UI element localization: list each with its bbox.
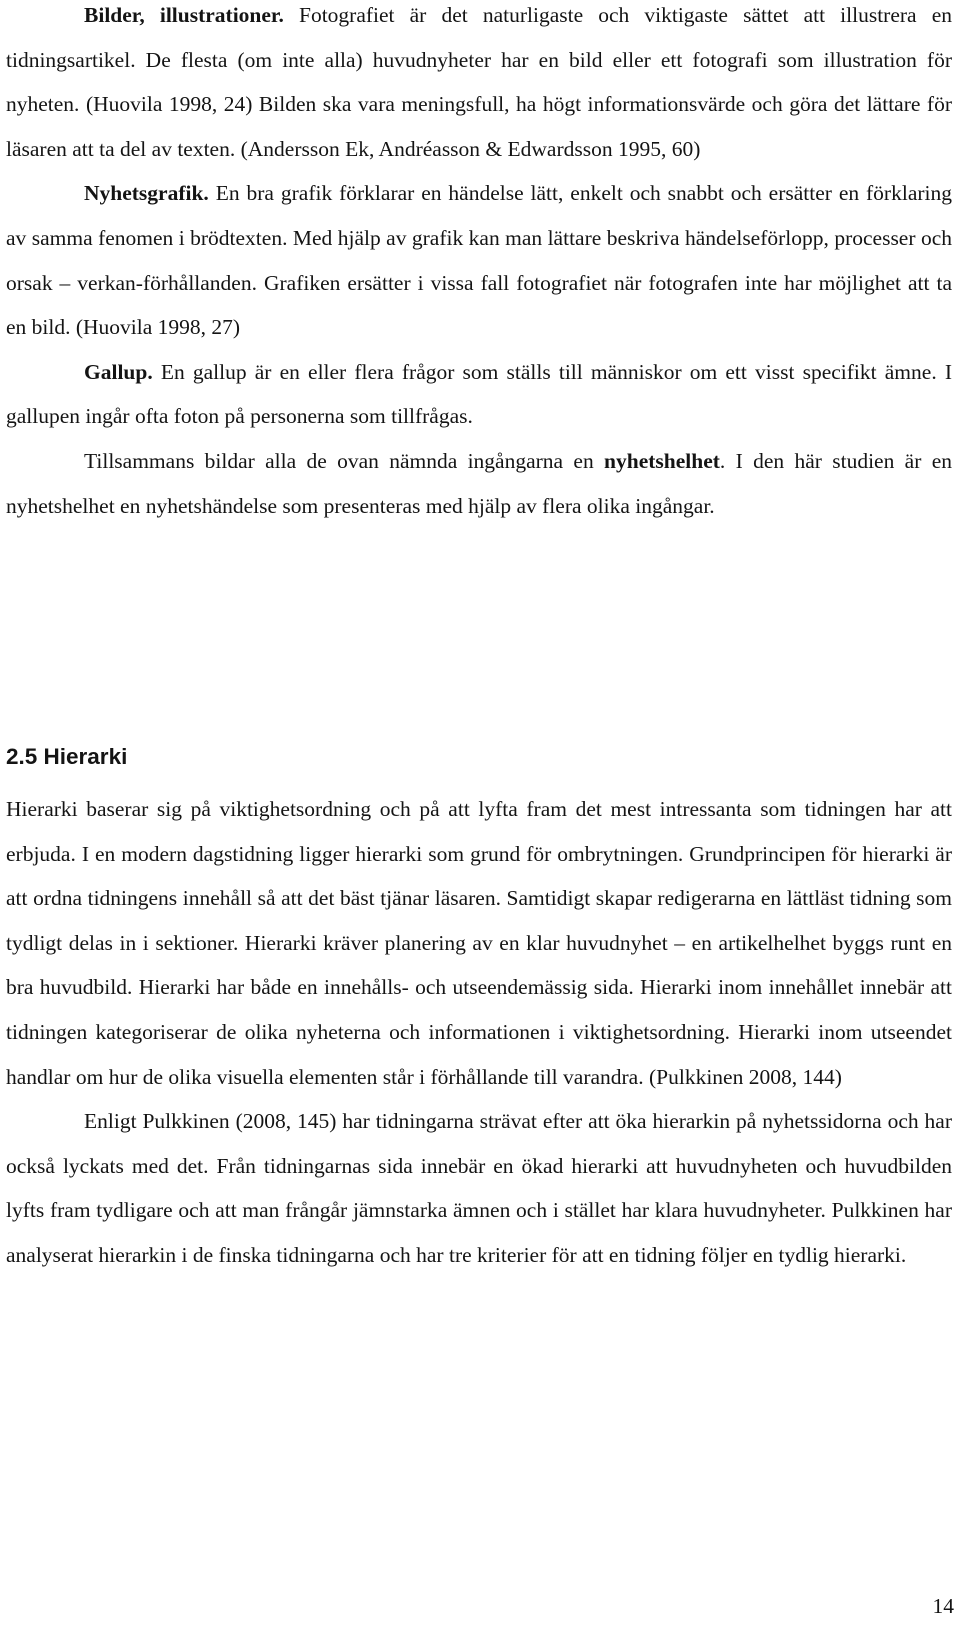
- intro-block: [6, 0, 952, 528]
- paragraph-text: En bra grafik förklarar en händelse lätt, enkelt och snabbt och ersätter en förklaring av samma fenomen i brödtexten. Med hjälp av grafik kan man lättare beskriva händelseförlopp, processer och orsak – verkan-förhållanden. Grafiken ersätter i vissa fall fotografiet när fotografen inte har möjlighet att ta en bild. (Huovila 1998, 27): [6, 181, 952, 340]
- page-number: 14: [932, 1594, 954, 1618]
- section-heading: 2.5 Hierarki: [6, 744, 128, 769]
- paragraph-text: Tillsammans bildar alla de ovan nämnda ingångarna en: [84, 448, 605, 473]
- term-gallup: Gallup.: [84, 359, 153, 384]
- term-bilder: Bilder, illustrationer.: [84, 3, 284, 27]
- paragraph-nyhetshelhet: [6, 439, 952, 528]
- paragraph-bilder: [6, 0, 952, 171]
- paragraph-pulkkinen: [6, 1099, 952, 1277]
- paragraph-text: Enligt Pulkkinen (2008, 145) har tidningarna strävat efter att öka hierarkin på nyhetssidorna och har också lyckats med det. Från tidningarnas sida innebär en ökad hierarki att huvudnyheten och huvudbilden lyfts fram tydligare och att man frångår jämnstarka ämnen och i stället har klara huvudnyheter. Pulkkinen har analyserat hierarkin i de finska tidningarna och har tre kriterier för att en tidning följer en tydlig hierarki.: [6, 1109, 952, 1267]
- paragraph-text: En gallup är en eller flera frågor som ställs till människor om ett visst specifikt ämne. I gallupen ingår ofta foton på personerna som tillfrågas.: [6, 359, 952, 429]
- paragraph-nyhetsgrafik: [6, 171, 952, 349]
- paragraph-text: . I den här studien är en nyhetshelhet en nyhetshändelse som presenteras med hjälp av flera olika ingångar.: [6, 448, 952, 518]
- paragraph-text: Hierarki baserar sig på viktighetsordning och på att lyfta fram det mest intressanta som tidningen har att erbjuda. I en modern dagstidning ligger hierarki som grund för ombrytningen. Grundprincipen för hierarki är att ordna tidningens innehåll så att det bäst tjänar läsaren. Samtidigt skapar redigerarna en lättläst tidning som tydligt delas in i sektioner. Hierarki kräver planering av en klar huvudnyhet – en artikelhelhet byggs runt en bra huvudbild. Hierarki har både en innehålls- och utseendemässig sida. Hierarki inom innehållet innebär att tidningen kategoriserar de olika nyheterna och informationen i viktighetsordning. Hierarki inom utseendet handlar om hur de olika visuella elementen står i förhållande till varandra. (Pulkkinen 2008, 144): [6, 797, 952, 1089]
- paragraph-gallup: [6, 350, 952, 439]
- paragraph-hierarki: [6, 787, 952, 1099]
- section-body: [6, 787, 952, 1278]
- paragraph-text: Fotografiet är det naturligaste och viktigaste sättet att illustrera en tidningsartikel. De flesta (om inte alla) huvudnyheter har en bild eller ett fotografi som illustration för nyheten. (Huovila 1998, 24) Bilden ska vara meningsfull, ha högt informationsvärde och göra det lättare för läsaren att ta del av texten. (Andersson Ek, Andréasson & Edwardsson 1995, 60): [6, 3, 952, 161]
- term-nyhetshelhet: nyhetshelhet: [604, 448, 720, 473]
- term-nyhetsgrafik: Nyhetsgrafik.: [84, 181, 209, 206]
